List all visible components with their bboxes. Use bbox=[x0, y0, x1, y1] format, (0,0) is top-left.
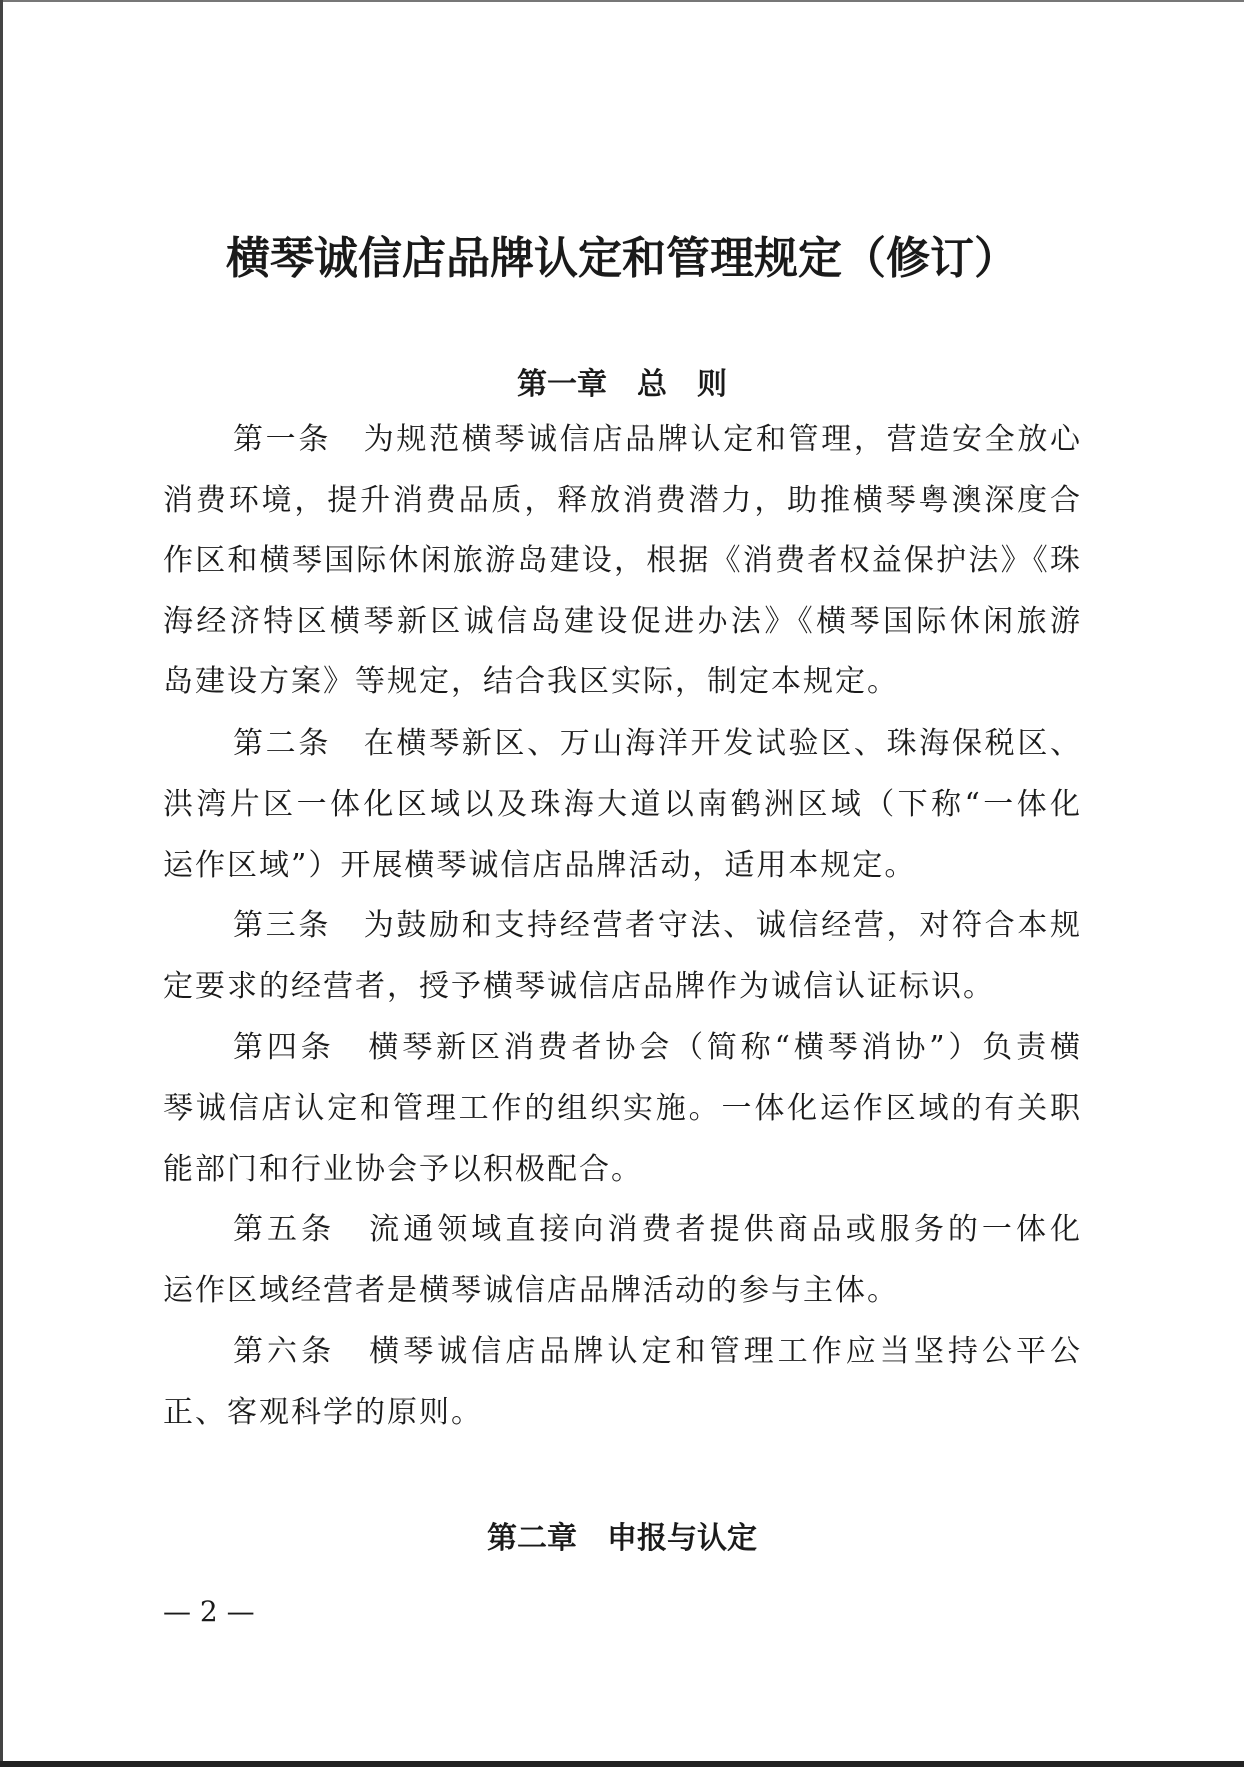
article-4-line: 琴诚信店认定和管理工作的组织实施。一体化运作区域的有关职 bbox=[163, 1091, 1080, 1126]
article-1-line: 消费环境，提升消费品质，释放消费潜力，助推横琴粤澳深度合 bbox=[163, 483, 1080, 518]
scan-edge-bottom bbox=[0, 1761, 1244, 1767]
article-6-line: 正、客观科学的原则。 bbox=[163, 1395, 483, 1430]
article-1-line: 海经济特区横琴新区诚信岛建设促进办法》《横琴国际休闲旅游 bbox=[163, 604, 1080, 639]
chapter-heading-2: 第二章 申报与认定 bbox=[487, 1521, 757, 1556]
article-2-line: 洪湾片区一体化区域以及珠海大道以南鹤洲区域（下称“一体化 bbox=[163, 787, 1080, 822]
article-4-line: 能部门和行业协会予以积极配合。 bbox=[163, 1152, 643, 1187]
document-title: 横琴诚信店品牌认定和管理规定（修订） bbox=[226, 233, 1018, 284]
chapter-heading-1: 第一章 总 则 bbox=[517, 367, 727, 402]
scan-edge-top bbox=[0, 0, 1244, 2]
article-5-line: 运作区域经营者是横琴诚信店品牌活动的参与主体。 bbox=[163, 1273, 899, 1308]
article-3-line: 定要求的经营者，授予横琴诚信店品牌作为诚信认证标识。 bbox=[163, 969, 995, 1004]
article-1-line: 第一条 为规范横琴诚信店品牌认定和管理，营造安全放心 bbox=[233, 422, 1080, 457]
article-2-line: 第二条 在横琴新区、万山海洋开发试验区、珠海保税区、 bbox=[233, 726, 1080, 761]
article-4-line: 第四条 横琴新区消费者协会（简称“横琴消协”）负责横 bbox=[233, 1030, 1080, 1065]
article-2-line: 运作区域”）开展横琴诚信店品牌活动，适用本规定。 bbox=[163, 848, 917, 883]
article-3-line: 第三条 为鼓励和支持经营者守法、诚信经营，对符合本规 bbox=[233, 908, 1080, 943]
article-6-line: 第六条 横琴诚信店品牌认定和管理工作应当坚持公平公 bbox=[233, 1334, 1080, 1369]
page-number: — 2 — bbox=[163, 1595, 255, 1628]
article-5-line: 第五条 流通领域直接向消费者提供商品或服务的一体化 bbox=[233, 1212, 1080, 1247]
article-1-line: 作区和横琴国际休闲旅游岛建设，根据《消费者权益保护法》《珠 bbox=[163, 543, 1080, 578]
article-1-line: 岛建设方案》等规定，结合我区实际，制定本规定。 bbox=[163, 664, 899, 699]
